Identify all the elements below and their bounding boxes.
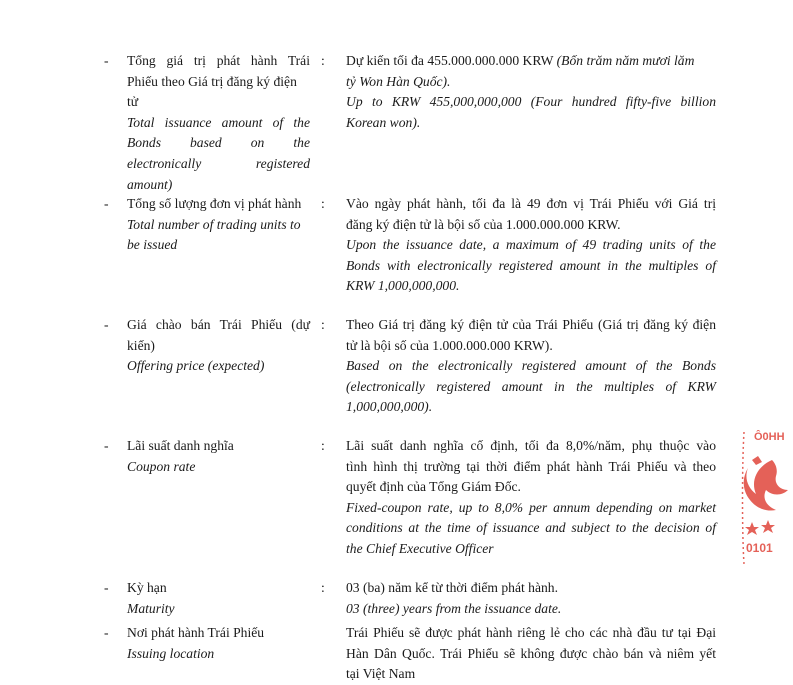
label-vi-line: Nơi phát hành Trái Phiếu: [127, 625, 265, 640]
stamp-text-bottom: 0101: [746, 541, 773, 555]
label-en-line: electronically registered: [127, 155, 310, 171]
label-en-line: Offering price (expected): [127, 358, 265, 374]
label-en-line: amount): [127, 176, 173, 192]
label-vi-line: Kỳ hạn: [127, 580, 167, 595]
label-en-line: Bonds based on the: [127, 135, 310, 151]
row-label: [127, 315, 310, 377]
value-en-line: Bonds with electronically registered amount in the multiples of: [346, 257, 716, 273]
row-label: [127, 194, 310, 256]
label-en-line: Issuing location: [127, 645, 215, 661]
label-en-line: Total issuance amount of the: [127, 114, 310, 130]
row-value: [346, 51, 716, 133]
value-vi-line: [346, 51, 716, 72]
label-en-line: Maturity: [127, 600, 175, 616]
value-en-line: 03 (three) years from the issuance date.: [346, 600, 562, 616]
value-vi-line: Vào ngày phát hành, tối đa là 49 đơn vị Trái Phiếu với Giá trị: [346, 196, 716, 211]
red-seal-stamp: [736, 424, 793, 574]
row-value: [346, 578, 716, 619]
row-label: [127, 436, 310, 477]
row-label: [127, 51, 310, 195]
row-value: [346, 436, 716, 560]
row-colon: :: [321, 438, 325, 453]
row-value: [346, 623, 716, 685]
value-vi-line: Trái Phiếu sẽ được phát hành riêng lẻ cho các nhà đầu tư tại Đại: [346, 625, 716, 640]
value-en-line: Upon the issuance date, a maximum of 49 trading units of the: [346, 237, 716, 253]
value-en-line: conditions at the time of issuance and subject to the decision of: [346, 520, 716, 536]
label-vi-line: Phiếu theo Giá trị đăng ký điện: [127, 73, 297, 89]
value-vi-line: 03 (ba) năm kể từ thời điểm phát hành.: [346, 580, 558, 595]
value-en-line: Fixed-coupon rate, up to 8,0% per annum depending on market: [346, 499, 716, 515]
value-vi-line: tại Việt Nam: [346, 666, 416, 682]
row-dash: -: [104, 438, 109, 453]
value-vi-line: tình hình thị trường tại thời điểm phát hành Trái Phiếu và theo: [346, 458, 716, 474]
stamp-text-top: Ô0HH: [754, 431, 785, 443]
row-dash: -: [104, 317, 109, 332]
value-vi-line: Lãi suất danh nghĩa cố định, tối đa 8,0%/năm, phụ thuộc vào: [346, 438, 716, 453]
value-vi-line: Theo Giá trị đăng ký điện tử của Trái Phiếu (Giá trị đăng ký điện: [346, 317, 716, 332]
row-value: [346, 194, 716, 297]
row-value: [346, 315, 716, 418]
value-vi-italic: (Bốn trăm năm mươi lăm: [556, 53, 695, 68]
value-en-line: the Chief Executive Officer: [346, 540, 494, 556]
value-en-line: Korean won).: [346, 114, 421, 130]
row-dash: -: [104, 580, 109, 595]
label-vi-line: Lãi suất danh nghĩa: [127, 438, 234, 453]
row-dash: -: [104, 625, 109, 640]
label-en-line: Coupon rate: [127, 458, 196, 474]
label-en-line: Total number of trading units to: [127, 216, 301, 232]
value-en-line: KRW 1,000,000,000.: [346, 278, 460, 294]
label-en-line: be issued: [127, 237, 178, 253]
value-vi-line: Hàn Dân Quốc. Trái Phiếu sẽ không được chào bán và niêm yết: [346, 645, 716, 661]
value-en-line: Based on the electronically registered amount of the Bonds: [346, 358, 716, 374]
value-en-line: 1,000,000,000).: [346, 399, 433, 415]
value-vi-line: tỷ Won Hàn Quốc).: [346, 73, 451, 89]
row-colon: :: [321, 317, 325, 332]
row-colon: :: [321, 196, 325, 211]
row-dash: -: [104, 53, 109, 68]
value-vi-line: tử là bội số của 1.000.000.000 KRW).: [346, 337, 553, 353]
label-vi-line: tử: [127, 94, 139, 110]
row-dash: -: [104, 196, 109, 211]
value-vi-line: quyết định của Tổng Giám Đốc.: [346, 479, 521, 495]
label-vi-line: Tổng số lượng đơn vị phát hành: [127, 196, 302, 211]
value-en-line: (electronically registered amount in the multiples of KRW: [346, 378, 716, 394]
value-en-line: Up to KRW 455,000,000,000 (Four hundred fifty-five billion: [346, 94, 716, 110]
row-label: [127, 623, 310, 664]
row-label: [127, 578, 310, 619]
label-vi-line: Giá chào bán Trái Phiếu (dự: [127, 317, 310, 332]
value-vi-text: Dự kiến tối đa 455.000.000.000 KRW: [346, 53, 557, 68]
value-vi-line: đăng ký điện tử là bội số của 1.000.000.000 KRW.: [346, 216, 621, 232]
label-vi-line: Tổng giá trị phát hành Trái: [127, 53, 310, 68]
row-colon: :: [321, 580, 325, 595]
label-vi-line: kiến): [127, 337, 155, 353]
row-colon: :: [321, 53, 325, 68]
